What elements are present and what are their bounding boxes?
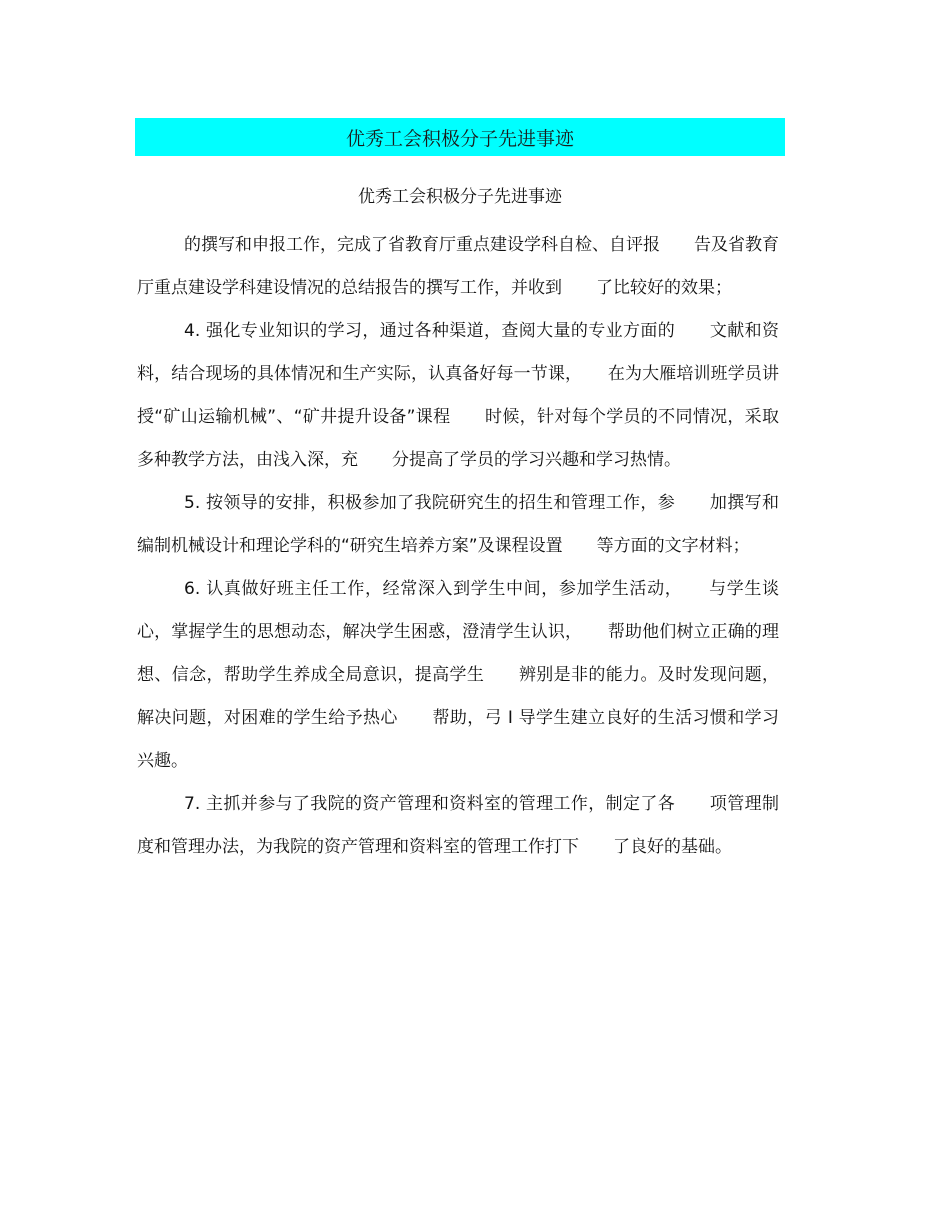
- body-paragraph: 5. 按领导的安排，积极参加了我院研究生的招生和管理工作，参 加撰写和编制机械设计和理论学科的“研究生培养方案”及课程设置 等方面的文字材料；: [137, 493, 779, 556]
- body-paragraph: 6. 认真做好班主任工作，经常深入到学生中间，参加学生活动， 与学生谈心，掌握学生的思想动态，解决学生困惑，澄清学生认识， 帮助他们树立正确的理想、信念，帮助学生养成全局意识，提高学生 辨别是非的能力。及时发现问题，解决问题，对困难的学生给予热心 帮助，弓 I 导学生建立良好的生活习惯和学习兴趣。: [137, 579, 779, 771]
- body-paragraph: 7. 主抓并参与了我院的资产管理和资料室的管理工作，制定了各 项管理制度和管理办法，为我院的资产管理和资料室的管理工作打下 了良好的基础。: [137, 794, 779, 857]
- document-body: [137, 224, 779, 869]
- body-paragraph: 的撰写和申报工作，完成了省教育厅重点建设学科自检、自评报 告及省教育厅重点建设学科建设情况的总结报告的撰写工作，并收到 了比较好的效果；: [137, 235, 779, 298]
- document-title: 优秀工会积极分子先进事迹: [345, 127, 574, 150]
- document-subtitle: 优秀工会积极分子先进事迹: [358, 187, 562, 207]
- document-title-banner: [135, 118, 785, 156]
- body-paragraph: 4. 强化专业知识的学习，通过各种渠道，查阅大量的专业方面的 文献和资料，结合现场的具体情况和生产实际，认真备好每一节课， 在为大雁培训班学员讲授“矿山运输机械”、“矿井提升设备”课程 时候，针对每个学员的不同情况，采取多种教学方法，由浅入深，充 分提高了学员的学习兴趣和学习热情。: [137, 321, 779, 470]
